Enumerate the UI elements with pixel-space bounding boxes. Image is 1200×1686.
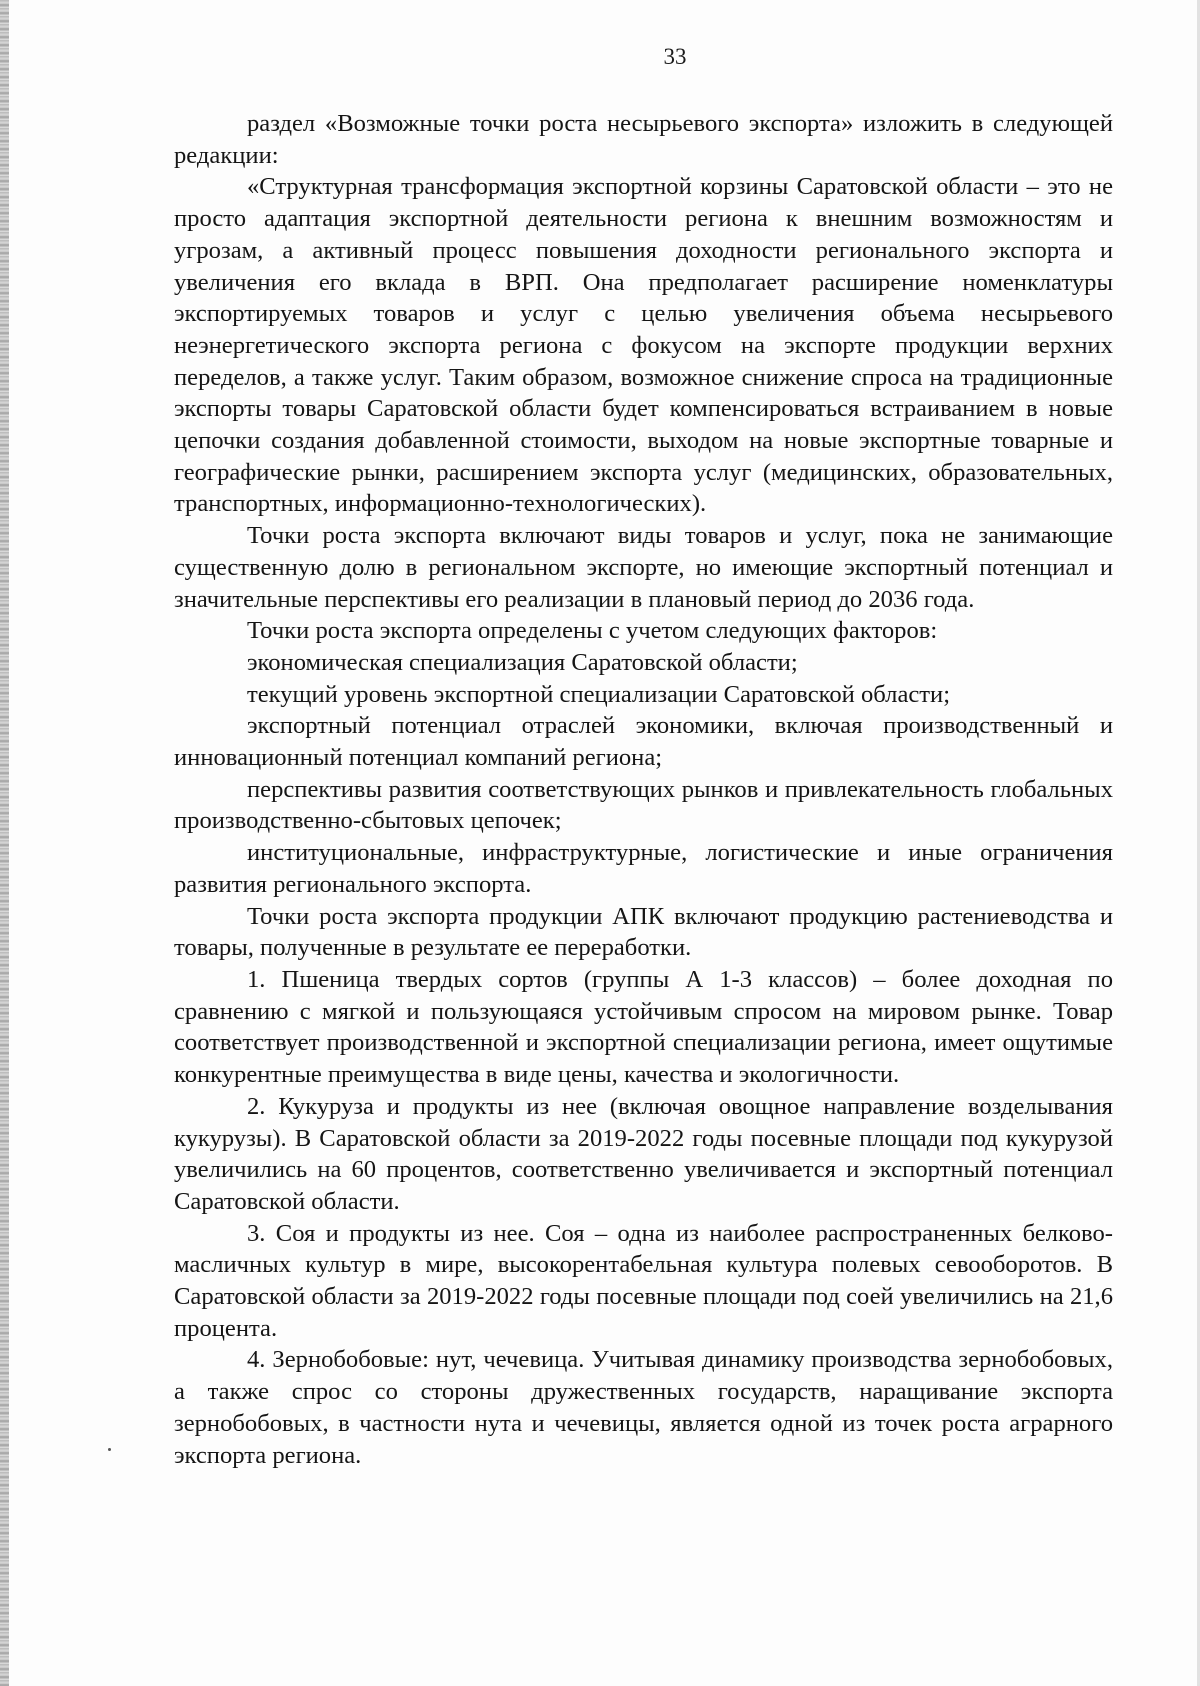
paragraph-item-4-legumes: 4. Зернобобовые: нут, чечевица. Учитывая динамику производства зернобобовых, а также спрос со стороны дружественных государств, наращивание экспорта зернобобовых, в частности нута и чечевицы, является одной из точек роста аграрного экспорта региона.	[174, 1346, 1113, 1469]
paragraph-apk-products: Точки роста экспорта продукции АПК включают продукцию растениеводства и товары, полученные в результате ее переработки.	[174, 902, 1113, 962]
paragraph-factor-5: институциональные, инфраструктурные, логистические и иные ограничения развития регионального экспорта.	[174, 839, 1113, 898]
paragraph-item-3-soy: 3. Соя и продукты из нее. Соя – одна из наиболее распространенных белково-масличных культур в мире, высокорентабельная культура полевых севооборотов. В Саратовской области за 2019-2022 годы посевные площади под соей увеличились на 21,6 процента.	[174, 1219, 1113, 1342]
paragraph-factor-1: экономическая специализация Саратовской области;	[247, 648, 798, 676]
paragraph-factor-2: текущий уровень экспортной специализации Саратовской области;	[247, 680, 951, 708]
paragraph-structural-transformation: «Структурная трансформация экспортной корзины Саратовской области – это не просто адаптация экспортной деятельности региона к внешним возможностям и угрозам, а активный процесс повышения доходности регионального экспорта и увеличения его вклада в ВРП. Она предполагает расширение номенклатуры экспортируемых товаров и услуг с целью увеличения объема несырьевого неэнергетического экспорта региона с фокусом на экспорте продукции верхних переделов, а также услуг. Таким образом, возможное снижение спроса на традиционные экспорты товары Саратовской области будет компенсироваться встраиванием в новые цепочки создания добавленной стоимости, выходом на новые экспортные товарные и географические рынки, расширением экспорта услуг (медицинских, образовательных, транспортных, информационно-технологических).	[174, 173, 1113, 518]
paragraph-item-1-wheat: 1. Пшеница твердых сортов (группы А 1-3 классов) – более доходная по сравнению с мягкой и пользующаяся устойчивым спросом на мировом рынке. Товар соответствует производственной и экспортной специализации региона, имеет ощутимые конкурентные преимущества в виде цены, качества и экологичности.	[174, 965, 1113, 1089]
scan-left-edge	[0, 0, 9, 1686]
paragraph-factors-heading: Точки роста экспорта определены с учетом следующих факторов:	[247, 617, 938, 645]
scan-dot	[108, 1448, 111, 1451]
paragraph-factor-4: перспективы развития соответствующих рынков и привлекательность глобальных производственно-сбытовых цепочек;	[174, 775, 1113, 835]
paragraph-item-2-corn: 2. Кукуруза и продукты из нее (включая овощное направление возделывания кукурузы). В Саратовской области за 2019-2022 годы посевные площади под кукурузой увеличились на 60 процентов, соответственно увеличивается и экспортный потенциал Саратовской области.	[174, 1092, 1113, 1215]
paragraph-factor-3: экспортный потенциал отраслей экономики, включая производственный и инновационный потенциал компаний региона;	[174, 712, 1113, 772]
paragraph-intro: раздел «Возможные точки роста несырьевого экспорта» изложить в следующей редакции:	[174, 110, 1113, 169]
page-number: 33	[663, 44, 687, 69]
document-body	[174, 108, 1113, 1471]
paragraph-growth-points: Точки роста экспорта включают виды товаров и услуг, пока не занимающие существенную долю в региональном экспорте, но имеющие экспортный потенциал и значительные перспективы его реализации в плановый период до 2036 года.	[174, 522, 1113, 613]
